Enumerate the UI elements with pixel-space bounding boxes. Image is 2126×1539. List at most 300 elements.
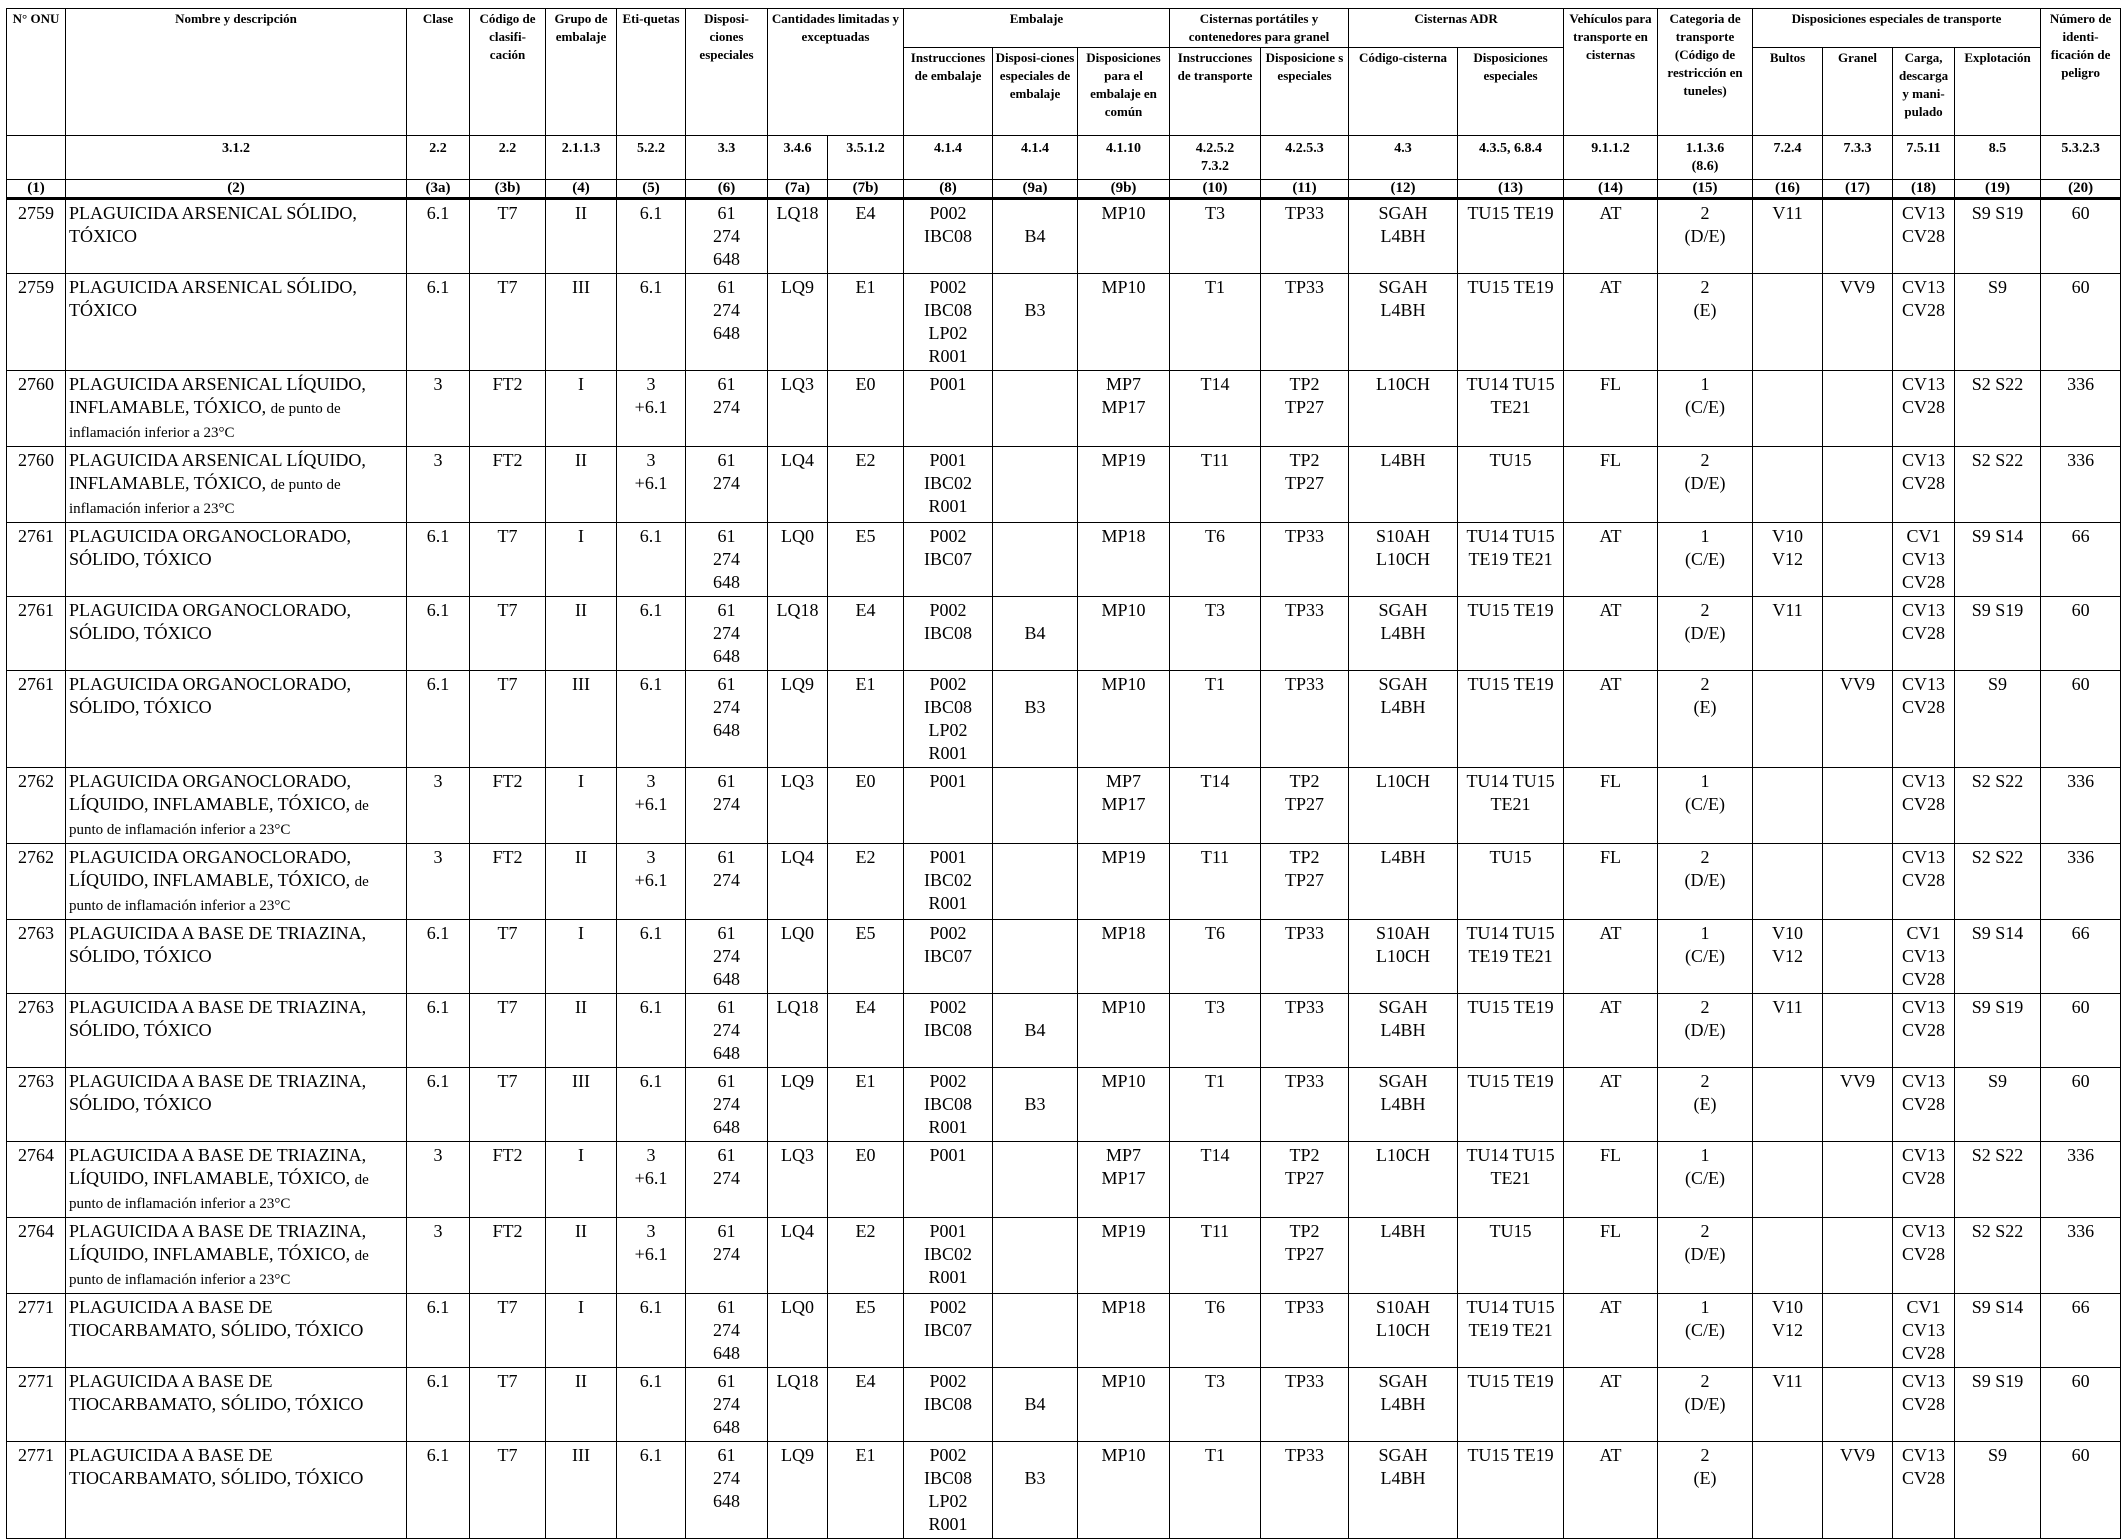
limited-quantity-cell: LQ0 <box>768 920 828 994</box>
class-cell: 3 <box>407 1142 470 1218</box>
operation-cell: S2 S22 <box>1955 1218 2041 1294</box>
labels-cell: 6.1 <box>617 199 686 274</box>
operation-cell: S9 <box>1955 274 2041 371</box>
packing-group-cell: I <box>546 920 617 994</box>
tank-code-cell: L4BH <box>1349 844 1458 920</box>
class-cell: 6.1 <box>407 597 470 671</box>
table-row <box>7 274 2121 371</box>
tank-vehicle-cell: FL <box>1564 371 1658 447</box>
portable-tank-instructions-cell: T3 <box>1170 199 1261 274</box>
classification-code-cell: FT2 <box>470 371 546 447</box>
special-packing-provisions-cell: B4 <box>993 199 1078 274</box>
bulk-cell <box>1823 844 1893 920</box>
column-number: (11) <box>1261 180 1349 199</box>
column-number: (17) <box>1823 180 1893 199</box>
bulk-cell <box>1823 768 1893 844</box>
mixed-packing-cell: MP10 <box>1078 597 1170 671</box>
column-number: (9b) <box>1078 180 1170 199</box>
hazard-number-cell: 60 <box>2041 597 2121 671</box>
tank-vehicle-cell: AT <box>1564 274 1658 371</box>
substance-name: PLAGUICIDA ORGANOCLORADO, SÓLIDO, TÓXICO <box>69 526 352 569</box>
tank-vehicle-cell: FL <box>1564 1218 1658 1294</box>
class-cell: 3 <box>407 371 470 447</box>
table-row <box>7 994 2121 1068</box>
class-cell: 6.1 <box>407 671 470 768</box>
col-header-codigo-cisterna: Código-cisterna <box>1349 48 1458 136</box>
column-number: (3a) <box>407 180 470 199</box>
tank-code-cell: S10AH L10CH <box>1349 523 1458 597</box>
bulk-cell <box>1823 994 1893 1068</box>
table-row <box>7 671 2121 768</box>
operation-cell: S9 <box>1955 1442 2041 1539</box>
packages-cell: V11 <box>1753 1368 1823 1442</box>
operation-cell: S2 S22 <box>1955 371 2041 447</box>
name-cell <box>66 371 407 447</box>
classification-code-cell: T7 <box>470 1368 546 1442</box>
packing-instructions-cell: P002 IBC07 <box>904 920 993 994</box>
tank-provisions-cell: TU15 <box>1458 447 1564 523</box>
section-ref: 3.5.1.2 <box>828 136 904 180</box>
column-number: (4) <box>546 180 617 199</box>
packing-instructions-cell: P002 IBC08 <box>904 1368 993 1442</box>
loading-cell: CV13 CV28 <box>1893 1442 1955 1539</box>
transport-category-cell: 2 (D/E) <box>1658 199 1753 274</box>
labels-cell: 6.1 <box>617 920 686 994</box>
labels-cell: 3 +6.1 <box>617 447 686 523</box>
section-ref: 4.3.5, 6.8.4 <box>1458 136 1564 180</box>
tank-code-cell: L4BH <box>1349 1218 1458 1294</box>
col-header-disposiciones-embalaje: Disposi-ciones especiales de embalaje <box>993 48 1078 136</box>
column-number: (13) <box>1458 180 1564 199</box>
un-number-cell: 2771 <box>7 1294 66 1368</box>
classification-code-cell: T7 <box>470 994 546 1068</box>
loading-cell: CV1 CV13 CV28 <box>1893 1294 1955 1368</box>
un-number-cell: 2760 <box>7 447 66 523</box>
column-number: (6) <box>686 180 768 199</box>
tank-vehicle-cell: AT <box>1564 1294 1658 1368</box>
portable-tank-instructions-cell: T3 <box>1170 597 1261 671</box>
name-cell <box>66 274 407 371</box>
substance-name: PLAGUICIDA A BASE DE TIOCARBAMATO, SÓLIDO, TÓXICO <box>69 1445 364 1488</box>
section-ref <box>7 136 66 180</box>
col-header-vehiculos: Vehículos para transporte en cisternas <box>1564 9 1658 136</box>
mixed-packing-cell: MP10 <box>1078 1442 1170 1539</box>
name-cell <box>66 447 407 523</box>
special-packing-provisions-cell <box>993 447 1078 523</box>
class-cell: 6.1 <box>407 1368 470 1442</box>
limited-quantity-cell: LQ4 <box>768 447 828 523</box>
hazard-number-cell: 336 <box>2041 1142 2121 1218</box>
packages-cell <box>1753 447 1823 523</box>
packages-cell <box>1753 768 1823 844</box>
class-cell: 6.1 <box>407 199 470 274</box>
un-number-cell: 2759 <box>7 274 66 371</box>
mixed-packing-cell: MP7 MP17 <box>1078 1142 1170 1218</box>
tank-code-cell: SGAH L4BH <box>1349 199 1458 274</box>
portable-tank-provisions-cell: TP33 <box>1261 1368 1349 1442</box>
name-cell <box>66 199 407 274</box>
column-number: (3b) <box>470 180 546 199</box>
transport-category-cell: 1 (C/E) <box>1658 1294 1753 1368</box>
tank-vehicle-cell: AT <box>1564 1442 1658 1539</box>
un-number-cell: 2761 <box>7 523 66 597</box>
special-packing-provisions-cell <box>993 844 1078 920</box>
tank-provisions-cell: TU14 TU15 TE19 TE21 <box>1458 523 1564 597</box>
loading-cell: CV13 CV28 <box>1893 671 1955 768</box>
dangerous-goods-table <box>6 8 2121 1539</box>
classification-code-cell: FT2 <box>470 1142 546 1218</box>
tank-provisions-cell: TU15 <box>1458 844 1564 920</box>
special-provisions-cell: 61 274 648 <box>686 199 768 274</box>
col-header-categoria: Categoria de transporte (Código de restricción en tuneles) <box>1658 9 1753 136</box>
special-provisions-cell: 61 274 648 <box>686 523 768 597</box>
loading-cell: CV13 CV28 <box>1893 199 1955 274</box>
col-header-onu: N° ONU <box>7 9 66 136</box>
column-number: (15) <box>1658 180 1753 199</box>
substance-name: PLAGUICIDA A BASE DE TRIAZINA, SÓLIDO, TÓXICO <box>69 923 367 966</box>
excepted-quantity-cell: E5 <box>828 920 904 994</box>
tank-provisions-cell: TU14 TU15 TE21 <box>1458 371 1564 447</box>
special-provisions-cell: 61 274 648 <box>686 1068 768 1142</box>
tank-provisions-cell: TU15 TE19 <box>1458 597 1564 671</box>
section-ref: 4.3 <box>1349 136 1458 180</box>
tank-code-cell: SGAH L4BH <box>1349 274 1458 371</box>
bulk-cell <box>1823 523 1893 597</box>
col-header-disposiciones-transporte: Disposiciones especiales de transporte <box>1753 9 2041 48</box>
col-header-disposiciones: Disposi-ciones especiales <box>686 9 768 136</box>
transport-category-cell: 2 (E) <box>1658 1442 1753 1539</box>
mixed-packing-cell: MP18 <box>1078 523 1170 597</box>
labels-cell: 6.1 <box>617 597 686 671</box>
portable-tank-instructions-cell: T3 <box>1170 994 1261 1068</box>
labels-cell: 3 +6.1 <box>617 1142 686 1218</box>
hazard-number-cell: 336 <box>2041 844 2121 920</box>
loading-cell: CV13 CV28 <box>1893 597 1955 671</box>
transport-category-cell: 1 (C/E) <box>1658 1142 1753 1218</box>
mixed-packing-cell: MP19 <box>1078 447 1170 523</box>
loading-cell: CV13 CV28 <box>1893 844 1955 920</box>
operation-cell: S9 <box>1955 1068 2041 1142</box>
loading-cell: CV13 CV28 <box>1893 1068 1955 1142</box>
special-provisions-cell: 61 274 <box>686 844 768 920</box>
classification-code-cell: T7 <box>470 523 546 597</box>
un-number-cell: 2761 <box>7 671 66 768</box>
special-provisions-cell: 61 274 648 <box>686 1368 768 1442</box>
portable-tank-instructions-cell: T14 <box>1170 1142 1261 1218</box>
special-provisions-cell: 61 274 648 <box>686 597 768 671</box>
transport-category-cell: 2 (D/E) <box>1658 1218 1753 1294</box>
portable-tank-provisions-cell: TP33 <box>1261 1442 1349 1539</box>
packing-group-cell: II <box>546 994 617 1068</box>
excepted-quantity-cell: E0 <box>828 1142 904 1218</box>
name-cell <box>66 920 407 994</box>
hazard-number-cell: 336 <box>2041 447 2121 523</box>
tank-code-cell: SGAH L4BH <box>1349 1442 1458 1539</box>
bulk-cell <box>1823 371 1893 447</box>
packing-instructions-cell: P002 IBC08 LP02 R001 <box>904 1442 993 1539</box>
table-row <box>7 1068 2121 1142</box>
packing-instructions-cell: P002 IBC08 <box>904 199 993 274</box>
name-cell <box>66 523 407 597</box>
limited-quantity-cell: LQ0 <box>768 523 828 597</box>
table-row <box>7 1218 2121 1294</box>
portable-tank-provisions-cell: TP33 <box>1261 994 1349 1068</box>
portable-tank-instructions-cell: T6 <box>1170 920 1261 994</box>
classification-code-cell: T7 <box>470 199 546 274</box>
hazard-number-cell: 336 <box>2041 1218 2121 1294</box>
section-ref: 2.2 <box>407 136 470 180</box>
portable-tank-provisions-cell: TP33 <box>1261 199 1349 274</box>
special-provisions-cell: 61 274 648 <box>686 920 768 994</box>
excepted-quantity-cell: E1 <box>828 274 904 371</box>
column-number: (1) <box>7 180 66 199</box>
col-header-cantidades: Cantidades limitadas y exceptuadas <box>768 9 904 136</box>
substance-description: de punto de inflamación inferior a 23°C <box>69 798 369 838</box>
name-cell <box>66 1142 407 1218</box>
loading-cell: CV13 CV28 <box>1893 1368 1955 1442</box>
packages-cell <box>1753 371 1823 447</box>
limited-quantity-cell: LQ18 <box>768 994 828 1068</box>
col-header-numero-peligro: Número de identi-ficación de peligro <box>2041 9 2121 136</box>
special-packing-provisions-cell: B4 <box>993 994 1078 1068</box>
class-cell: 6.1 <box>407 920 470 994</box>
portable-tank-provisions-cell: TP2 TP27 <box>1261 447 1349 523</box>
classification-code-cell: T7 <box>470 920 546 994</box>
packages-cell <box>1753 671 1823 768</box>
portable-tank-provisions-cell: TP2 TP27 <box>1261 371 1349 447</box>
un-number-cell: 2771 <box>7 1442 66 1539</box>
un-number-cell: 2763 <box>7 1068 66 1142</box>
un-number-cell: 2763 <box>7 994 66 1068</box>
substance-name: PLAGUICIDA ARSENICAL SÓLIDO, TÓXICO <box>69 203 357 246</box>
portable-tank-instructions-cell: T14 <box>1170 371 1261 447</box>
transport-category-cell: 2 (D/E) <box>1658 994 1753 1068</box>
excepted-quantity-cell: E5 <box>828 523 904 597</box>
tank-provisions-cell: TU14 TU15 TE19 TE21 <box>1458 920 1564 994</box>
substance-description: de punto de inflamación inferior a 23°C <box>69 1248 369 1288</box>
section-ref: 7.2.4 <box>1753 136 1823 180</box>
bulk-cell: VV9 <box>1823 1442 1893 1539</box>
bulk-cell <box>1823 1218 1893 1294</box>
portable-tank-instructions-cell: T11 <box>1170 844 1261 920</box>
bulk-cell: VV9 <box>1823 1068 1893 1142</box>
class-cell: 6.1 <box>407 1294 470 1368</box>
portable-tank-provisions-cell: TP33 <box>1261 671 1349 768</box>
packages-cell <box>1753 1218 1823 1294</box>
section-ref: 1.1.3.6 (8.6) <box>1658 136 1753 180</box>
classification-code-cell: FT2 <box>470 447 546 523</box>
mixed-packing-cell: MP10 <box>1078 1368 1170 1442</box>
substance-description: de punto de inflamación inferior a 23°C <box>69 1172 369 1212</box>
substance-description: de punto de inflamación inferior a 23°C <box>69 401 341 441</box>
table-row <box>7 920 2121 994</box>
hazard-number-cell: 66 <box>2041 523 2121 597</box>
tank-code-cell: L10CH <box>1349 768 1458 844</box>
packages-cell: V11 <box>1753 994 1823 1068</box>
packing-instructions-cell: P001 <box>904 768 993 844</box>
portable-tank-provisions-cell: TP2 TP27 <box>1261 844 1349 920</box>
tank-code-cell: SGAH L4BH <box>1349 1068 1458 1142</box>
transport-category-cell: 1 (C/E) <box>1658 371 1753 447</box>
section-ref: 4.2.5.3 <box>1261 136 1349 180</box>
labels-cell: 3 +6.1 <box>617 371 686 447</box>
tank-provisions-cell: TU15 TE19 <box>1458 199 1564 274</box>
tank-code-cell: SGAH L4BH <box>1349 1368 1458 1442</box>
column-number: (5) <box>617 180 686 199</box>
transport-category-cell: 2 (E) <box>1658 671 1753 768</box>
special-provisions-cell: 61 274 648 <box>686 1442 768 1539</box>
excepted-quantity-cell: E4 <box>828 1368 904 1442</box>
table-row <box>7 199 2121 274</box>
class-cell: 6.1 <box>407 1068 470 1142</box>
substance-description: de punto de inflamación inferior a 23°C <box>69 874 369 914</box>
table-row <box>7 447 2121 523</box>
special-packing-provisions-cell <box>993 1142 1078 1218</box>
transport-category-cell: 2 (E) <box>1658 274 1753 371</box>
special-packing-provisions-cell: B3 <box>993 274 1078 371</box>
table-row <box>7 1294 2121 1368</box>
col-header-bultos: Bultos <box>1753 48 1823 136</box>
tank-provisions-cell: TU14 TU15 TE21 <box>1458 768 1564 844</box>
limited-quantity-cell: LQ9 <box>768 1442 828 1539</box>
packing-group-cell: I <box>546 1294 617 1368</box>
special-packing-provisions-cell <box>993 371 1078 447</box>
tank-vehicle-cell: AT <box>1564 920 1658 994</box>
mixed-packing-cell: MP19 <box>1078 844 1170 920</box>
substance-name: PLAGUICIDA A BASE DE TRIAZINA, SÓLIDO, TÓXICO <box>69 1071 367 1114</box>
limited-quantity-cell: LQ3 <box>768 1142 828 1218</box>
limited-quantity-cell: LQ18 <box>768 1368 828 1442</box>
transport-category-cell: 1 (C/E) <box>1658 768 1753 844</box>
un-number-cell: 2760 <box>7 371 66 447</box>
packages-cell: V10 V12 <box>1753 1294 1823 1368</box>
col-header-clase: Clase <box>407 9 470 136</box>
tank-code-cell: SGAH L4BH <box>1349 671 1458 768</box>
bulk-cell <box>1823 1368 1893 1442</box>
substance-name: PLAGUICIDA A BASE DE TIOCARBAMATO, SÓLIDO, TÓXICO <box>69 1297 364 1340</box>
section-ref: 4.1.10 <box>1078 136 1170 180</box>
bulk-cell <box>1823 199 1893 274</box>
labels-cell: 6.1 <box>617 671 686 768</box>
un-number-cell: 2761 <box>7 597 66 671</box>
tank-vehicle-cell: AT <box>1564 1368 1658 1442</box>
hazard-number-cell: 60 <box>2041 994 2121 1068</box>
loading-cell: CV13 CV28 <box>1893 768 1955 844</box>
special-packing-provisions-cell <box>993 1218 1078 1294</box>
column-number: (7b) <box>828 180 904 199</box>
portable-tank-instructions-cell: T11 <box>1170 447 1261 523</box>
transport-category-cell: 1 (C/E) <box>1658 523 1753 597</box>
hazard-number-cell: 60 <box>2041 1442 2121 1539</box>
limited-quantity-cell: LQ0 <box>768 1294 828 1368</box>
un-number-cell: 2764 <box>7 1218 66 1294</box>
un-number-cell: 2763 <box>7 920 66 994</box>
portable-tank-provisions-cell: TP33 <box>1261 523 1349 597</box>
packages-cell <box>1753 1142 1823 1218</box>
packing-group-cell: II <box>546 1368 617 1442</box>
packages-cell <box>1753 844 1823 920</box>
labels-cell: 6.1 <box>617 1368 686 1442</box>
portable-tank-provisions-cell: TP33 <box>1261 1294 1349 1368</box>
section-ref: 7.3.3 <box>1823 136 1893 180</box>
packing-instructions-cell: P001 IBC02 R001 <box>904 844 993 920</box>
name-cell <box>66 671 407 768</box>
excepted-quantity-cell: E4 <box>828 597 904 671</box>
mixed-packing-cell: MP18 <box>1078 1294 1170 1368</box>
substance-name: PLAGUICIDA A BASE DE TRIAZINA, SÓLIDO, TÓXICO <box>69 997 367 1040</box>
tank-code-cell: S10AH L10CH <box>1349 920 1458 994</box>
table-row <box>7 1442 2121 1539</box>
section-ref: 2.1.1.3 <box>546 136 617 180</box>
operation-cell: S2 S22 <box>1955 1142 2041 1218</box>
name-cell <box>66 1218 407 1294</box>
tank-vehicle-cell: FL <box>1564 844 1658 920</box>
col-header-embalaje: Embalaje <box>904 9 1170 48</box>
name-cell <box>66 844 407 920</box>
hazard-number-cell: 60 <box>2041 1368 2121 1442</box>
section-ref: 3.1.2 <box>66 136 407 180</box>
packing-group-cell: II <box>546 1218 617 1294</box>
special-packing-provisions-cell <box>993 1294 1078 1368</box>
col-header-explotacion: Explotación <box>1955 48 2041 136</box>
tank-provisions-cell: TU15 TE19 <box>1458 671 1564 768</box>
tank-provisions-cell: TU15 TE19 <box>1458 994 1564 1068</box>
portable-tank-instructions-cell: T1 <box>1170 1442 1261 1539</box>
bulk-cell: VV9 <box>1823 671 1893 768</box>
packing-group-cell: II <box>546 597 617 671</box>
packing-group-cell: II <box>546 844 617 920</box>
limited-quantity-cell: LQ4 <box>768 844 828 920</box>
document-page <box>6 8 2121 1539</box>
special-provisions-cell: 61 274 <box>686 371 768 447</box>
classification-code-cell: T7 <box>470 597 546 671</box>
limited-quantity-cell: LQ18 <box>768 199 828 274</box>
column-number: (8) <box>904 180 993 199</box>
un-number-cell: 2764 <box>7 1142 66 1218</box>
bulk-cell <box>1823 1294 1893 1368</box>
special-packing-provisions-cell: B3 <box>993 671 1078 768</box>
portable-tank-instructions-cell: T1 <box>1170 274 1261 371</box>
special-provisions-cell: 61 274 648 <box>686 274 768 371</box>
mixed-packing-cell: MP10 <box>1078 274 1170 371</box>
name-cell <box>66 768 407 844</box>
tank-vehicle-cell: FL <box>1564 1142 1658 1218</box>
classification-code-cell: T7 <box>470 274 546 371</box>
section-ref: 4.1.4 <box>904 136 993 180</box>
table-row <box>7 1142 2121 1218</box>
table-row <box>7 1368 2121 1442</box>
special-provisions-cell: 61 274 <box>686 1142 768 1218</box>
hazard-number-cell: 66 <box>2041 1294 2121 1368</box>
limited-quantity-cell: LQ9 <box>768 671 828 768</box>
packing-group-cell: I <box>546 371 617 447</box>
tank-code-cell: SGAH L4BH <box>1349 994 1458 1068</box>
excepted-quantity-cell: E2 <box>828 447 904 523</box>
packages-cell: V10 V12 <box>1753 523 1823 597</box>
bulk-cell <box>1823 1142 1893 1218</box>
section-ref: 8.5 <box>1955 136 2041 180</box>
substance-name: PLAGUICIDA ARSENICAL LÍQUIDO, INFLAMABLE, TÓXICO, <box>69 450 366 493</box>
un-number-cell: 2759 <box>7 199 66 274</box>
name-cell <box>66 994 407 1068</box>
column-number: (10) <box>1170 180 1261 199</box>
operation-cell: S9 S19 <box>1955 199 2041 274</box>
classification-code-cell: T7 <box>470 1068 546 1142</box>
excepted-quantity-cell: E0 <box>828 371 904 447</box>
substance-name: PLAGUICIDA A BASE DE TIOCARBAMATO, SÓLIDO, TÓXICO <box>69 1371 364 1414</box>
tank-provisions-cell: TU14 TU15 TE21 <box>1458 1142 1564 1218</box>
labels-cell: 6.1 <box>617 274 686 371</box>
